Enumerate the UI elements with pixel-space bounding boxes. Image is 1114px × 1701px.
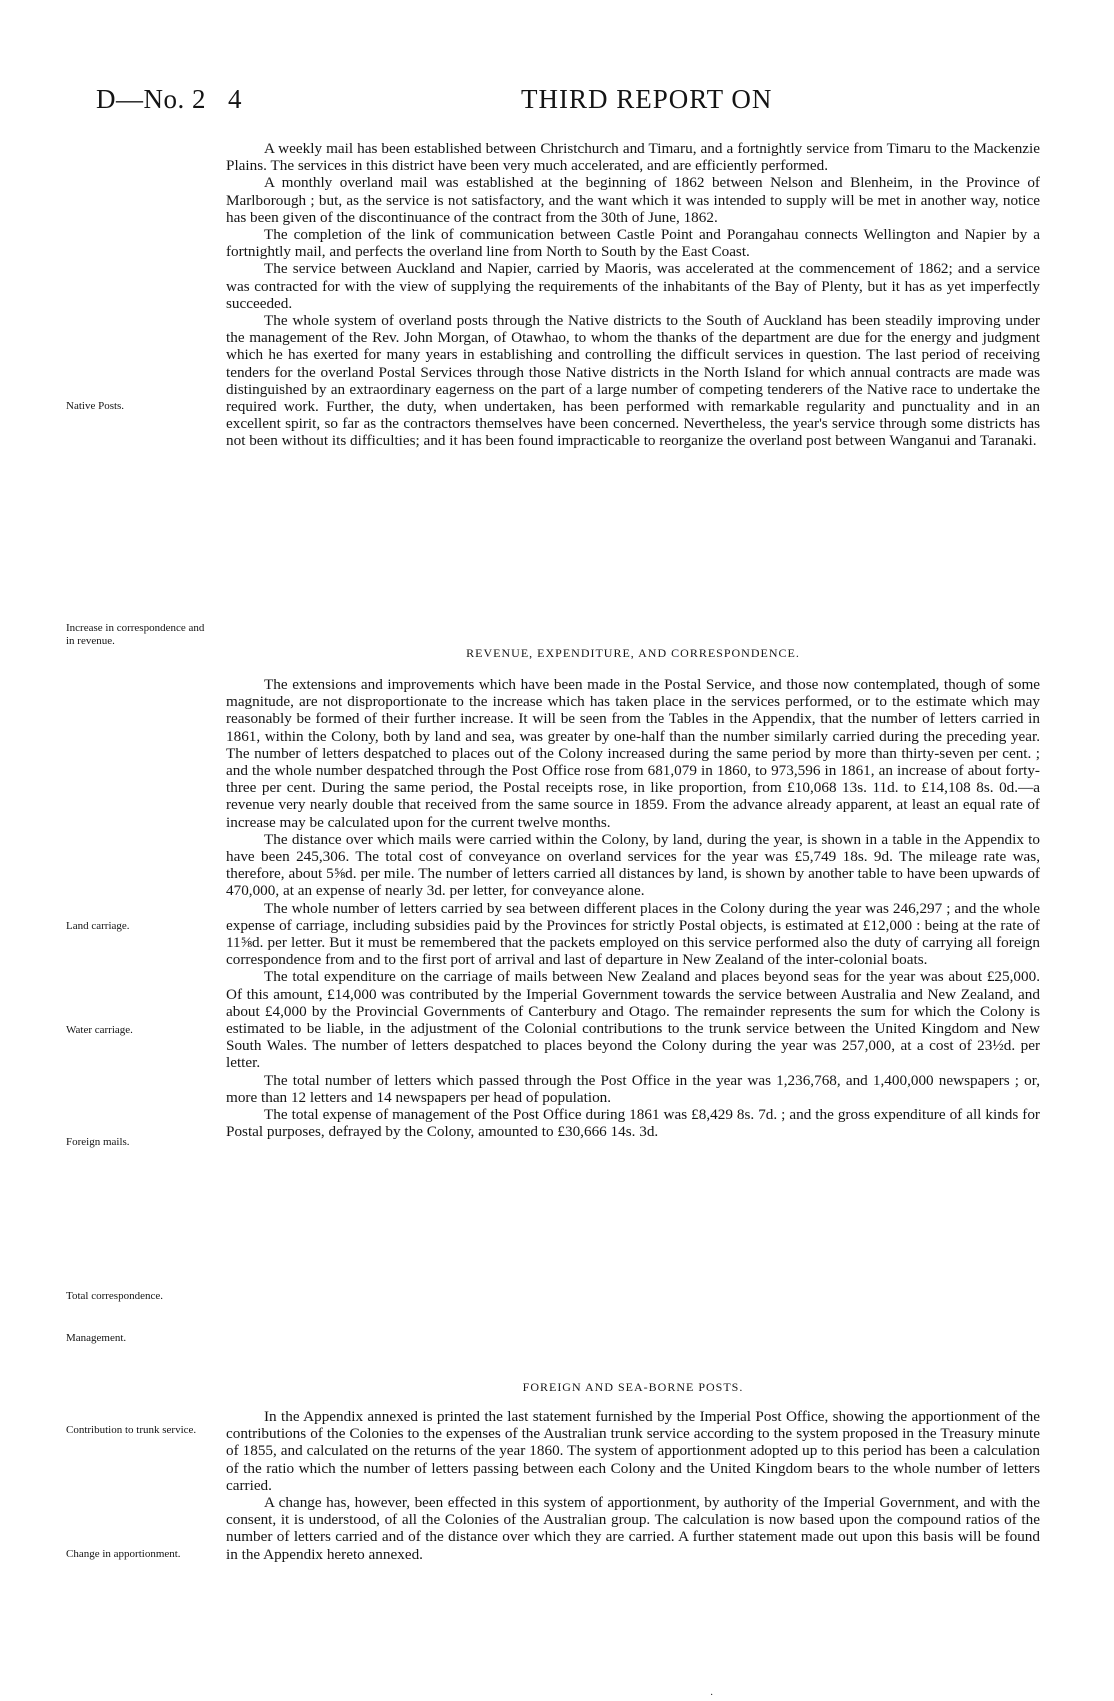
paragraph: The total number of letters which passed through the Post Office in the year was 1,236,768, and 1,400,000 newspapers ; or, more than 12 letters and 14 newspapers per head of population.: [226, 1071, 1040, 1106]
section-heading-foreign: FOREIGN AND SEA-BORNE POSTS.: [522, 1380, 744, 1394]
paragraph: The extensions and improvements which have been made in the Postal Service, and those now contemplated, though of some magnitude, are not disproportionate to the increase which has taken place in the services performed, or to the estimate which may reasonably be formed of their further increase. It will be seen from the Tables in the Appendix, that the number of letters carried in 1861, within the Colony, both by land and sea, was greater by one-half than the number similarly carried during the preceding year. The number of letters despatched to places out of the Colony increased during the same period by more than thirty-seven per cent. ; and the whole number despatched through the Post Office rose from 681,079 in 1860, to 973,596 in 1861, an increase of about forty-three per cent. During the same period, the Postal receipts rose, in like proportion, from £10,068 13s. 11d. to £14,108 8s. 0d.—a revenue very nearly double that received from the same source in 1859. From the advance already apparent, at least an equal rate of increase may be calculated upon for the current twelve months.: [226, 676, 1040, 831]
paragraph: The whole system of overland posts through the Native districts to the South of Auckland has been steadily improving under the management of the Rev. John Morgan, of Otawhao, to whom the thanks of the department are due for the energy and judgment which he has exerted for many years in establishing and controlling the difficult services in question. The last period of receiving tenders for the overland Postal Services through those Native districts in the North Island for which annual contracts are made was distinguished by an extraordinary eagerness on the part of a large number of competing tenderers of the Native race to undertake the required work. Further, the duty, when undertaken, has been performed with remarkable regularity and punctuality and in an excellent spirit, so far as the contractors themselves have been concerned. Nevertheless, the year's service through some districts has not been without its difficulties; and it has been found impracticable to reorganize the overland post between Wanganui and Taranaki.: [226, 312, 1040, 450]
margin-note-native-posts: Native Posts.: [66, 400, 125, 412]
paragraph: In the Appendix annexed is printed the last statement furnished by the Imperial Post Office, showing the apportionment of the contributions of the Colonies to the expenses of the Australian trunk service according to the system proposed in the Treasury minute of 1855, and calculated on the returns of the year 1860. The system of apportionment adopted up to this period has been a calculation of the ratio which the number of letters passing between each Colony and the United Kingdom bears to the whole number of letters carried.: [226, 1408, 1040, 1494]
paragraph: The completion of the link of communication between Castle Point and Porangahau connects Wellington and Napier by a fortnightly mail, and perfects the overland line from North to South by the East Coast.: [226, 226, 1040, 261]
document-reference: D—No. 2: [96, 84, 206, 114]
margin-note-foreign-mails: Foreign mails.: [66, 1136, 130, 1148]
paragraph: A change has, however, been effected in this system of apportionment, by authority of the Imperial Government, and with the consent, it is understood, of all the Colonies of the Australian group. The calculation is now based upon the compound ratios of the number of letters carried and of the distance over which they are carried. A further statement made out upon this basis will be found in the Appendix hereto annexed.: [226, 1494, 1040, 1563]
paragraph: The service between Auckland and Napier, carried by Maoris, was accelerated at the commencement of 1862; and a service was contracted for with the view of supplying the requirements of the inhabitants of the Bay of Plenty, but it has as yet imperfectly succeeded.: [226, 260, 1040, 312]
margin-note-total-correspondence: Total correspondence.: [66, 1290, 163, 1302]
page-number: 4: [228, 84, 242, 114]
margin-note-apportionment: Change in apportionment.: [66, 1548, 181, 1560]
section-foreign: [226, 1408, 1040, 1563]
margin-note-management: Management.: [66, 1332, 127, 1344]
paragraph: The whole number of letters carried by sea between different places in the Colony during the year was 246,297 ; and the whole expense of carriage, including subsidies paid by the Provinces for strictly Postal objects, is estimated at £12,000 : being at the rate of 11⅝d. per letter. But it must be remembered that the packets employed on this service performed also the duty of carrying all foreign correspondence from and to the first port of arrival and last of departure in New Zealand of the inter-colonial boats.: [226, 899, 1040, 969]
margin-note-land-carriage: Land carriage.: [66, 920, 130, 932]
paragraph: The distance over which mails were carried within the Colony, by land, during the year, is shown in a table in the Appendix to have been 245,306. The total cost of conveyance on overland services for the year was £5,749 18s. 9d. The mileage rate was, therefore, about 5⅝d. per mile. The number of letters carried all distances by land, is shown by another table to have been upwards of 470,000, at an expense of nearly 3d. per letter, for conveyance alone.: [226, 830, 1040, 900]
page-title: THIRD REPORT ON: [521, 84, 773, 114]
paragraph: A weekly mail has been established between Christchurch and Timaru, and a fortnightly service from Timaru to the Mackenzie Plains. The services in this district have been very much accelerated, and are efficiently performed.: [226, 140, 1040, 175]
section-revenue: [226, 676, 1040, 1140]
paragraph: A monthly overland mail was established at the beginning of 1862 between Nelson and Blenheim, in the Province of Marlborough ; but, as the service is not satisfactory, and the want which it was intended to supply will be met in another way, notice has been given of the discontinuance of the contract from the 30th of June, 1862.: [226, 174, 1040, 226]
paragraph: The total expense of management of the Post Office during 1861 was £8,429 8s. 7d. ; and the gross expenditure of all kinds for Postal purposes, defrayed by the Colony, amounted to £30,666 14s. 3d.: [226, 1106, 1040, 1141]
margin-note-water-carriage: Water carriage.: [66, 1024, 133, 1036]
margin-note-contribution: Contribution to trunk service.: [66, 1424, 197, 1436]
paragraph: The total expenditure on the carriage of mails between New Zealand and places beyond seas for the year was about £25,000. Of this amount, £14,000 was contributed by the Imperial Government towards the service between Australia and New Zealand, and about £4,000 by the Provincial Governments of Canterbury and Otago. The remainder represents the sum for which the Colony is estimated to be liable, in the adjustment of the Colonial contributions to the trunk service between the United Kingdom and New South Wales. The number of letters despatched to places beyond the Colony during the year was 257,000, at a cost of 23½d. per letter.: [226, 968, 1040, 1072]
margin-note-increase: Increase in correspondence and in revenue.: [66, 622, 205, 647]
section-native-posts: [226, 140, 1040, 450]
decorative-mark: ·: [710, 1690, 714, 1701]
section-heading-revenue: REVENUE, EXPENDITURE, AND CORRESPONDENCE.: [466, 646, 800, 660]
